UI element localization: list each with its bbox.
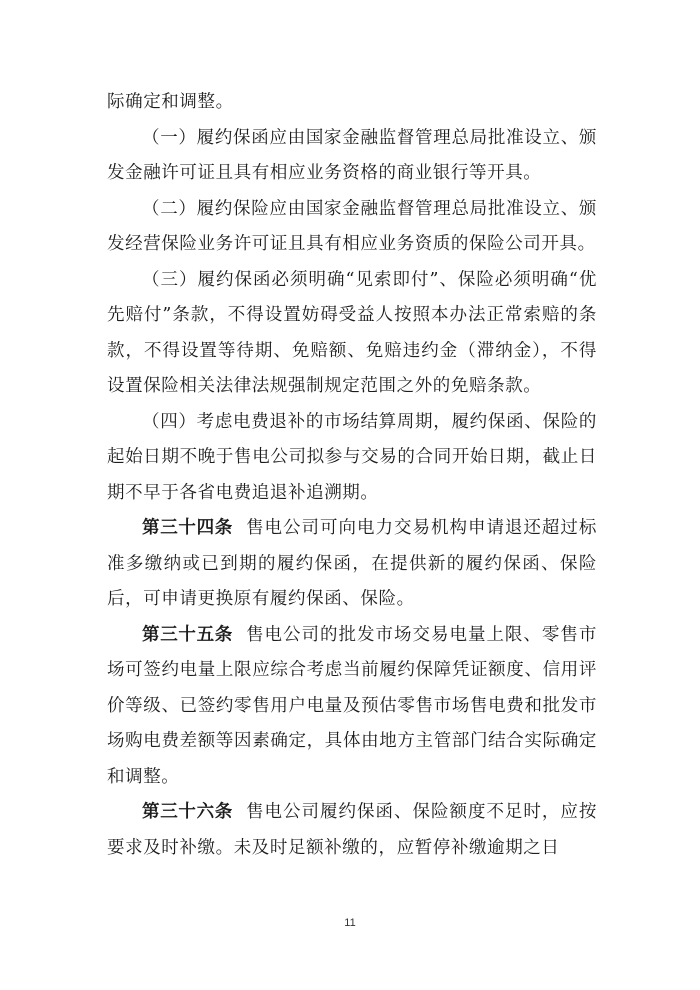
paragraph-text: （二）履约保险应由国家金融监督管理总局批准设立、颁发经营保险业务许可证且具有相应业务资质的保险公司开具。 xyxy=(107,198,597,254)
article-number: 第三十四条 xyxy=(142,518,233,538)
paragraph-text: （三）履约保函必须明确“见索即付”、保险必须明确“优先赔付”条款，不得设置妨碍受益人按照本办法正常索赔的条款，不得设置等待期、免赔额、免赔违约金（滞纳金），不得设置保险相关法律法规强制规定范围之外的免赔条款。 xyxy=(107,269,597,396)
paragraph-text: 售电公司履约保函、保险额度不足时，应按要求及时补缴。未及时足额补缴的，应暂停补缴逾期之日 xyxy=(107,802,597,858)
article-number: 第三十五条 xyxy=(142,624,233,645)
page-number: 11 xyxy=(344,917,356,929)
paragraph-text: 际确定和调整。 xyxy=(107,92,234,112)
paragraph-text: （四）考虑电费退补的市场结算周期，履约保函、保险的起始日期不晚于售电公司拟参与交易的合同开始日期，截止日期不早于各省电费追退补追溯期。 xyxy=(107,411,597,503)
paragraph-clause-3 xyxy=(107,263,597,405)
paragraph-clause-1 xyxy=(107,121,597,192)
paragraph-continuation xyxy=(107,85,597,121)
article-number: 第三十六条 xyxy=(142,802,233,822)
document-body xyxy=(107,85,597,866)
paragraph-article-35 xyxy=(107,618,597,796)
paragraph-clause-2 xyxy=(107,192,597,263)
paragraph-article-34 xyxy=(107,511,597,618)
paragraph-text: 售电公司的批发市场交易电量上限、零售市场可签约电量上限应综合考虑当前履约保障凭证额度、信用评价等级、已签约零售用户电量及预估零售市场售电费和批发市场购电费差额等因素确定，具体由地方主管部门结合实际确定和调整。 xyxy=(107,624,597,787)
paragraph-text: （一）履约保函应由国家金融监督管理总局批准设立、颁发金融许可证且具有相应业务资格的商业银行等开具。 xyxy=(107,127,597,183)
paragraph-article-36 xyxy=(107,795,597,866)
paragraph-text: 售电公司可向电力交易机构申请退还超过标准多缴纳或已到期的履约保函，在提供新的履约保函、保险后，可申请更换原有履约保函、保险。 xyxy=(107,518,597,609)
paragraph-clause-4 xyxy=(107,405,597,512)
